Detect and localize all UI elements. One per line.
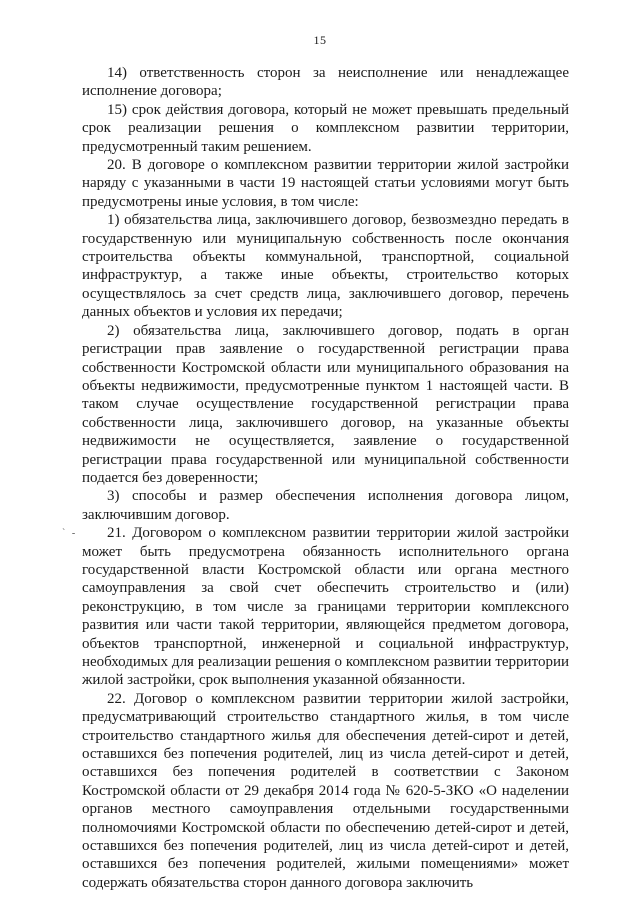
- document-body: [82, 64, 569, 892]
- page-number: 15: [313, 33, 327, 47]
- margin-mark: ` -: [62, 528, 78, 539]
- paragraph-section-21: 21. Договором о комплексном развитии территории жилой застройки может быть предусмотрена обязанность исполнительного органа государственной власти Костромской области или органа местного самоуправления за свой счет обеспечить строительство и (или) реконструкцию, в том числе за границами территории комплексного развития или части такой территории, являющейся предметом договора, объектов транспортной, инженерной и социальной инфраструктур, необходимых для реализации решения о комплексном развитии территории жилой застройки, срок выполнения указанной обязанности.: [82, 525, 569, 689]
- paragraph-item-15: 15) срок действия договора, который не может превышать предельный срок реализации решения о комплексном развитии территории, предусмотренный таким решением.: [82, 101, 569, 155]
- paragraph-item-14: 14) ответственность сторон за неисполнение или ненадлежащее исполнение договора;: [82, 65, 569, 100]
- paragraph-section-22: 22. Договор о комплексном развитии территории жилой застройки, предусматривающий строительство стандартного жилья, в том числе строительство стандартного жилья для обеспечения детей-сирот и детей, оставшихся без попечения родителей, лиц из числа детей-сирот и детей, оставшихся без попечения родителей в соответствии с Законом Костромской области от 29 декабря 2014 года № 620-5-ЗКО «О наделении органов местного самоуправления отдельными государственными полномочиями Костромской области по обеспечению детей-сирот и детей, оставшихся без попечения родителей, лиц из числа детей-сирот и детей, оставшихся без попечения родителей, жилыми помещениями» может содержать обязательства сторон данного договора заключить: [82, 690, 569, 891]
- paragraph-section-20-item-2: 2) обязательства лица, заключившего договор, подать в орган регистрации прав заявление о государственной регистрации права собственности Костромской области или муниципального образования на объекты недвижимости, предусмотренные пунктом 1 настоящей части. В таком случае осуществление государственной регистрации права собственности лица, заключившего договор, на указанные объекты недвижимости не осуществляется, заявление о государственной регистрации права государственной или муниципальной собственности подается без доверенности;: [82, 322, 569, 486]
- paragraph-section-20-item-1: 1) обязательства лица, заключившего договор, безвозмездно передать в государственную или муниципальную собственность после окончания строительства объекты коммунальной, транспортной, социальной инфраструктур, а также иные объекты, строительство которых осуществлялось за счет средств лица, заключившего договор, перечень данных объектов и условия их передачи;: [82, 212, 569, 321]
- paragraph-section-20-item-3: 3) способы и размер обеспечения исполнения договора лицом, заключившим договор.: [82, 488, 569, 523]
- paragraph-section-20: 20. В договоре о комплексном развитии территории жилой застройки наряду с указанными в части 19 настоящей статьи условиями могут быть предусмотрены иные условия, в том числе:: [82, 157, 569, 210]
